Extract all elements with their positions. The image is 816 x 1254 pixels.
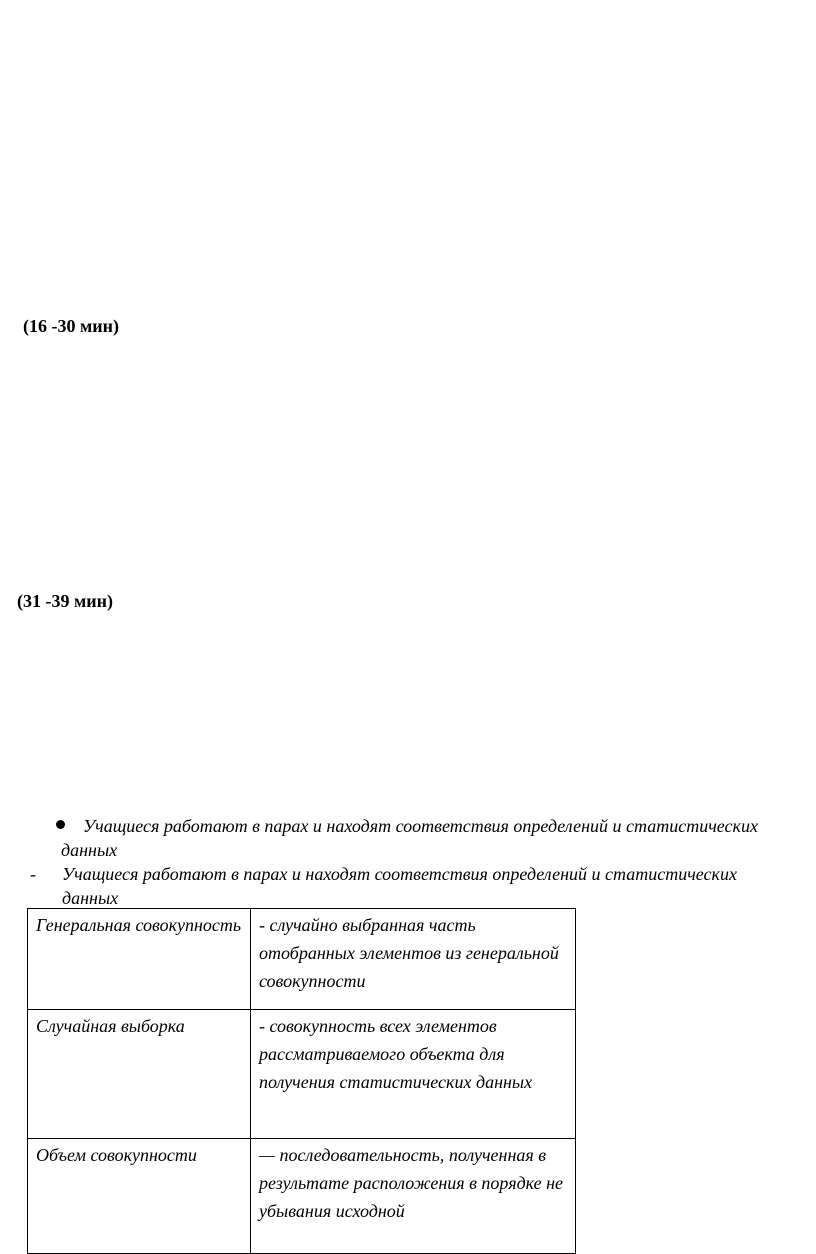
bullet-icon [56, 820, 65, 829]
table-row [28, 1010, 576, 1139]
time-label-stage-1: (16 -30 мин) [23, 316, 119, 336]
bullet-item-text: Учащиеся работают в парах и находят соответствия определений и статистических данных [61, 816, 758, 860]
term-cell: Случайная выборка [28, 1010, 251, 1139]
dash-marker: - [30, 864, 36, 884]
bullet-list-item [61, 814, 781, 862]
table-row [28, 909, 576, 1010]
term-cell: Объем совокупности [28, 1139, 251, 1254]
dash-item-text: Учащиеся работают в парах и находят соответствия определений и статистических данных [62, 864, 737, 908]
table-row [28, 1139, 576, 1254]
definitions-table [27, 908, 576, 1254]
dash-list-item [30, 862, 750, 910]
definition-cell: — последовательность, полученная в результате расположения в порядке не убывания исходной [251, 1139, 576, 1254]
term-cell: Генеральная совокупность [28, 909, 251, 1010]
time-label-stage-2: (31 -39 мин) [17, 591, 113, 611]
definition-cell: - случайно выбранная часть отобранных элементов из генеральной совокупности [251, 909, 576, 1010]
definition-cell: - совокупность всех элементов рассматриваемого объекта для получения статистических данных [251, 1010, 576, 1139]
